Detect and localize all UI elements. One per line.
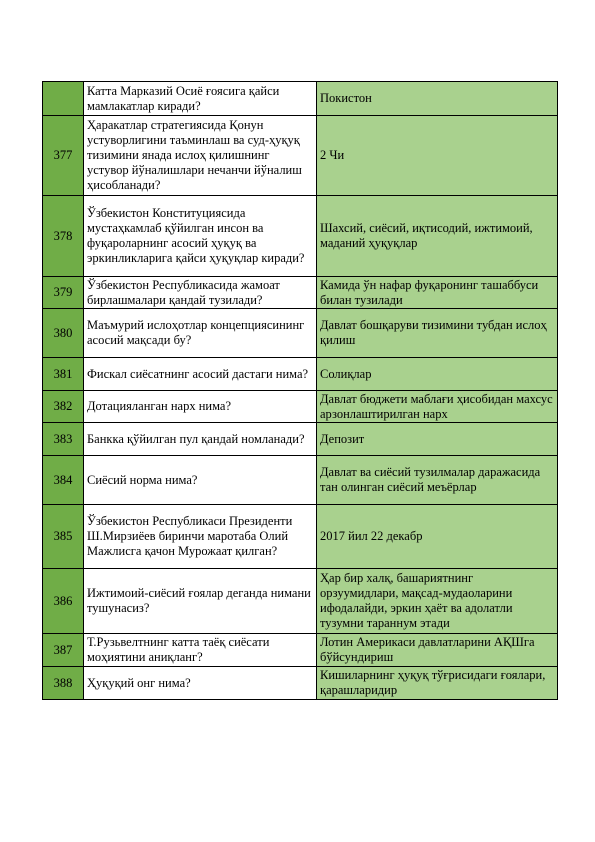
answer-cell: Кишиларнинг ҳуқуқ тўғрисидаги ғоялари, қарашларидир	[317, 667, 558, 700]
question-cell: Дотацияланган нарх нима?	[84, 391, 317, 423]
row-number: 386	[43, 569, 84, 634]
row-number: 385	[43, 505, 84, 569]
question-cell: Банкка қўйилган пул қандай номланади?	[84, 423, 317, 456]
question-cell: Катта Марказий Осиё ғоясига қайси мамлакатлар киради?	[84, 82, 317, 116]
row-number: 388	[43, 667, 84, 700]
row-number: 380	[43, 309, 84, 358]
table-row	[43, 116, 558, 196]
answer-cell: Лотин Америкаси давлатларини АҚШга бўйсундириш	[317, 634, 558, 667]
table-row	[43, 667, 558, 700]
table-row	[43, 505, 558, 569]
table-row	[43, 358, 558, 391]
row-number: 378	[43, 196, 84, 277]
answer-cell: Ҳар бир халқ, башариятнинг орзуумидлари, мақсад-мудаоларини ифодалайди, эркин ҳаёт ва адолатли тузумни тараннум этади	[317, 569, 558, 634]
table-row	[43, 569, 558, 634]
row-number: 382	[43, 391, 84, 423]
question-cell: Т.Рузьвелтнинг катта таёқ сиёсати моҳиятини аниқланг?	[84, 634, 317, 667]
table-row	[43, 82, 558, 116]
row-number: 381	[43, 358, 84, 391]
question-cell: Ўзбекистон Конституциясида мустаҳкамлаб қўйилган инсон ва фуқароларнинг асосий ҳуқуқ ва эркинликларига қайси ҳуқуқлар киради?	[84, 196, 317, 277]
table-row	[43, 309, 558, 358]
table-row	[43, 391, 558, 423]
answer-cell: Давлат бюджети маблағи ҳисобидан махсус арзонлаштирилган нарх	[317, 391, 558, 423]
answer-cell: Солиқлар	[317, 358, 558, 391]
table-row	[43, 634, 558, 667]
table-row	[43, 456, 558, 505]
answer-cell: Камида ўн нафар фуқаронинг ташаббуси билан тузилади	[317, 277, 558, 309]
row-number: 377	[43, 116, 84, 196]
row-number: 379	[43, 277, 84, 309]
table-row	[43, 196, 558, 277]
answer-cell: Давлат бошқаруви тизимини тубдан ислоҳ қилиш	[317, 309, 558, 358]
answer-cell: Давлат ва сиёсий тузилмалар даражасида тан олинган сиёсий меъёрлар	[317, 456, 558, 505]
answer-cell: 2 Чи	[317, 116, 558, 196]
answer-cell: Покистон	[317, 82, 558, 116]
row-number	[43, 82, 84, 116]
question-cell: Ҳуқуқий онг нима?	[84, 667, 317, 700]
question-cell: Ўзбекистон Республикаси Президенти Ш.Мирзиёев биринчи маротаба Олий Мажлисга қачон Мурожаат қилган?	[84, 505, 317, 569]
table-row	[43, 277, 558, 309]
answer-cell: 2017 йил 22 декабр	[317, 505, 558, 569]
answer-cell: Шахсий, сиёсий, иқтисодий, ижтимоий, маданий ҳуқуқлар	[317, 196, 558, 277]
row-number: 383	[43, 423, 84, 456]
question-cell: Ҳаракатлар стратегиясида Қонун устуворлигини таъминлаш ва суд-ҳуқуқ тизимини янада ислоҳ қилишнинг устувор йўналишлари нечанчи йўналиш ҳисобланади?	[84, 116, 317, 196]
row-number: 384	[43, 456, 84, 505]
row-number: 387	[43, 634, 84, 667]
qa-table	[42, 81, 558, 700]
table-row	[43, 423, 558, 456]
answer-cell: Депозит	[317, 423, 558, 456]
question-cell: Ижтимоий-сиёсий ғоялар деганда нимани тушунасиз?	[84, 569, 317, 634]
question-cell: Сиёсий норма нима?	[84, 456, 317, 505]
question-cell: Маъмурий ислоҳотлар концепциясининг асосий мақсади бу?	[84, 309, 317, 358]
question-cell: Фискал сиёсатнинг асосий дастаги нима?	[84, 358, 317, 391]
question-cell: Ўзбекистон Республикасида жамоат бирлашмалари қандай тузилади?	[84, 277, 317, 309]
